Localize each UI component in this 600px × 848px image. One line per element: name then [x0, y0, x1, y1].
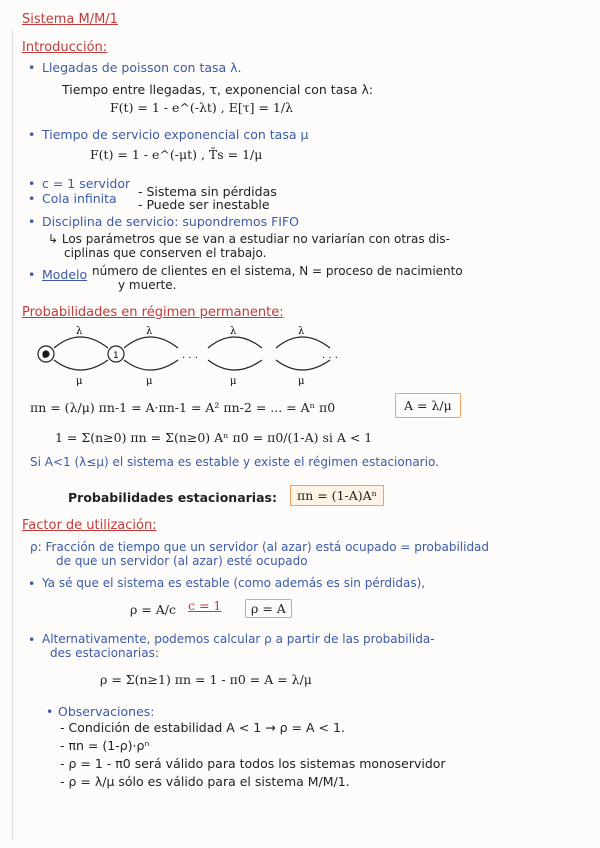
birth-death-diagram: [30, 320, 350, 392]
arrival-label: λ: [76, 326, 83, 337]
ellipsis: . . .: [322, 350, 338, 361]
stability-text: Si A<1 (λ≤μ) el sistema es estable y existe el régimen estacionario.: [30, 455, 439, 469]
service-arc: [124, 360, 178, 370]
alternative-formula: ρ = Σ(n≥1) πn = 1 - π0 = A = λ/μ: [100, 672, 312, 687]
observations-heading: Observaciones:: [58, 704, 155, 719]
queue-note: - Puede ser inestable: [138, 197, 270, 212]
bullet-icon: •: [28, 127, 36, 142]
arrival-arc: [124, 337, 178, 348]
service-label: μ: [298, 376, 305, 387]
service-arc: [54, 360, 108, 370]
rho-definition: ρ: Fracción de tiempo que un servidor (al azar) está ocupado = probabilidad: [30, 540, 490, 554]
service-label: μ: [76, 376, 83, 387]
service-arc: [276, 360, 330, 370]
alternative-text: des estacionarias:: [50, 646, 159, 660]
c-equals-one: c = 1: [188, 598, 222, 613]
bullet-icon: •: [28, 632, 36, 647]
stable-known-text: Ya sé que el sistema es estable (como además es sin pérdidas),: [42, 576, 426, 590]
discipline-note: ciplinas que conserven el trabajo.: [64, 246, 267, 260]
stationary-label: Probabilidades estacionarias:: [68, 490, 277, 505]
arrival-arc: [208, 337, 262, 348]
rho-result-box: ρ = A: [245, 599, 292, 618]
arrival-label: λ: [230, 326, 237, 337]
service-arc: [208, 360, 262, 370]
rho-equation: ρ = A/c: [130, 602, 177, 617]
arrivals-text: Llegadas de poisson con tasa λ.: [42, 60, 242, 75]
interarrival-formula: F(t) = 1 - e^(-λt) , E[τ] = 1/λ: [110, 100, 294, 115]
observation-item: - Condición de estabilidad A < 1 → ρ = A < 1.: [60, 720, 345, 735]
alternative-text: Alternativamente, podemos calcular ρ a partir de las probabilida-: [42, 632, 435, 646]
observation-item: - ρ = 1 - π0 será válido para todos los sistemas monoservidor: [60, 756, 446, 771]
interarrival-text: Tiempo entre llegadas, τ, exponencial con tasa λ:: [62, 82, 374, 97]
model-text: y muerte.: [118, 278, 177, 292]
steady-heading: Probabilidades en régimen permanente:: [22, 305, 284, 320]
bullet-icon: •: [28, 576, 36, 591]
observation-item: - ρ = λ/μ sólo es válido para el sistema M/M/1.: [60, 774, 350, 789]
util-heading: Factor de utilización:: [22, 518, 157, 533]
bullet-icon: •: [46, 704, 54, 719]
queue-note: - Sistema sin pérdidas: [138, 184, 277, 199]
page-title: Sistema M/M/1: [22, 12, 118, 27]
discipline-text: Disciplina de servicio: supondremos FIFO: [42, 214, 300, 229]
servers-text: c = 1 servidor: [42, 176, 131, 191]
model-text: número de clientes en el sistema, N = proceso de nacimiento: [92, 264, 463, 278]
bullet-icon: •: [28, 214, 36, 229]
service-label: μ: [230, 376, 237, 387]
intro-heading: Introducción:: [22, 40, 108, 55]
bullet-icon: •: [28, 267, 36, 282]
equation-pi-n: πn = (λ/μ) πn-1 = A·πn-1 = A² πn-2 = ... = Aⁿ π0: [30, 400, 336, 415]
equation-sum: 1 = Σ(n≥0) πn = Σ(n≥0) Aⁿ π0 = π0/(1-A) si A < 1: [55, 430, 373, 445]
discipline-note: ↳ Los parámetros que se van a estudiar no variarían con otras dis-: [48, 232, 450, 246]
rho-definition: de que un servidor (al azar) esté ocupado: [56, 554, 308, 568]
ellipsis: . . .: [182, 350, 198, 361]
arrival-arc: [276, 337, 330, 348]
queue-label: Cola infinita: [42, 191, 117, 206]
state-1-label: 1: [113, 351, 119, 361]
state-0-label: 0: [42, 351, 48, 361]
bullet-icon: •: [28, 60, 36, 75]
bullet-icon: •: [28, 191, 36, 206]
arrival-label: λ: [146, 326, 153, 337]
A-definition-box: A = λ/μ: [395, 393, 461, 418]
bullet-icon: •: [28, 176, 36, 191]
service-formula: F(t) = 1 - e^(-μt) , T̄s = 1/μ: [90, 147, 263, 162]
stationary-formula-box: πn = (1-A)Aⁿ: [290, 485, 384, 506]
arrival-label: λ: [298, 326, 305, 337]
observation-item: - πn = (1-ρ)·ρⁿ: [60, 738, 150, 753]
model-label: Modelo: [42, 267, 88, 282]
service-text: Tiempo de servicio exponencial con tasa μ: [42, 127, 309, 142]
service-label: μ: [146, 376, 153, 387]
arrival-arc: [54, 337, 108, 348]
page-margin-line: [12, 30, 13, 840]
